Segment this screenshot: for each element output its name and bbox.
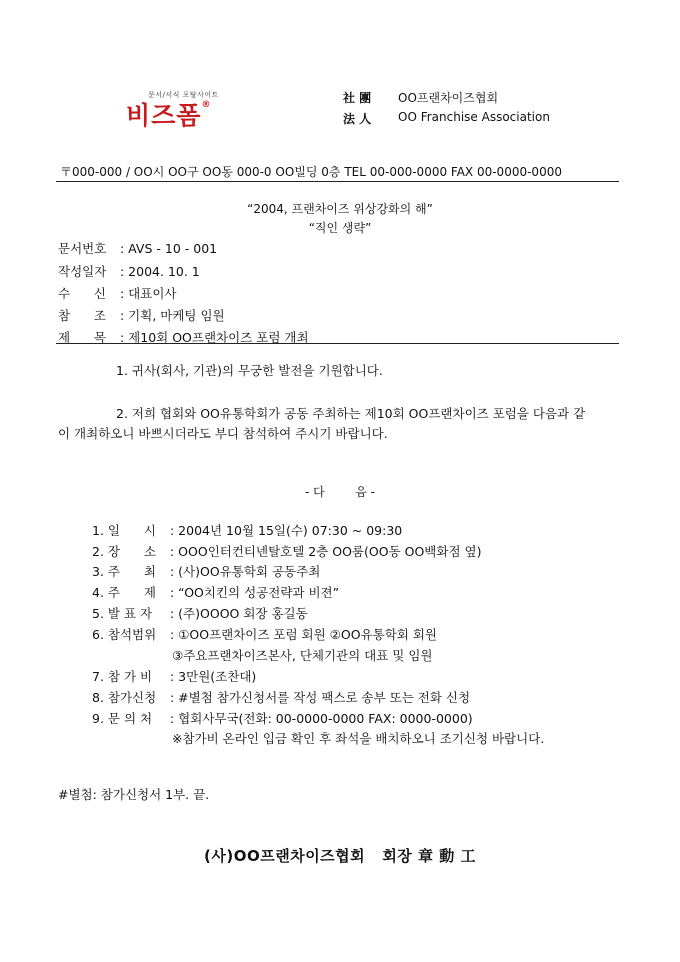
meta-value: : 제10회 OO프랜차이즈 포럼 개최 — [120, 330, 309, 345]
attachment-note: #별첨: 참가신청서 1부. 끝. — [58, 787, 210, 802]
list-item-cont — [172, 646, 433, 664]
logo-name: 비즈폼 — [126, 101, 202, 130]
item-value: : OOO인터컨티넨탈호텔 2층 OO룸(OO동 OO백화점 옆) — [170, 544, 482, 559]
meta-value: : 대표이사 — [120, 286, 177, 301]
item-value: : ①OO프랜차이즈 포럼 회원 ②OO유통학회 회원 — [170, 627, 437, 642]
item-label: 9. 문 의 처 — [92, 711, 153, 726]
meta-label: 수 신 — [58, 286, 106, 301]
meta-label: 참 조 — [58, 308, 106, 323]
item-value: : (주)OOOO 회장 홍길동 — [170, 606, 308, 621]
list-item — [92, 521, 402, 539]
registered-mark: ® — [201, 100, 212, 110]
meta-recipient — [58, 284, 177, 302]
item-label: 4. 주 제 — [92, 585, 156, 600]
meta-value: : 기획, 마케팅 임원 — [120, 308, 225, 323]
slogan: “2004, 프랜차이즈 위상강화의 해” — [247, 202, 433, 216]
meta-value: : 2004. 10. 1 — [120, 264, 200, 279]
address-line: 〒000-000 / OO시 OO구 OO동 000-0 OO빌딩 0층 TEL 00-000-0000 FAX 00-0000-0000 — [60, 165, 562, 179]
list-item — [92, 542, 481, 560]
meta-label: 제 목 — [58, 330, 106, 345]
corp-name: OO프랜차이즈협회 — [398, 91, 499, 105]
greeting-paragraph: 1. 귀사(회사, 기관)의 무궁한 발전을 기원합니다. — [116, 363, 383, 378]
signature: (사)OO프랜차이즈협회 회장 章 動 工 — [204, 847, 476, 865]
logo — [126, 96, 211, 132]
item-label: 8. 참가신청 — [92, 690, 157, 705]
item-value: : 협회사무국(전화: 00-0000-0000 FAX: 0000-0000) — [170, 711, 473, 726]
corp-name-english: OO Franchise Association — [398, 110, 550, 124]
meta-doc-number — [58, 239, 217, 257]
seal-omitted-note: “직인 생략” — [308, 221, 372, 235]
meta-divider — [56, 343, 619, 344]
item-value: ※참가비 온라인 입금 확인 후 좌석을 배치하오니 조기신청 바랍니다. — [172, 731, 545, 746]
list-item — [92, 688, 470, 706]
item-value: : 3만원(조찬대) — [170, 669, 257, 684]
meta-date — [58, 262, 200, 280]
meta-label: 문서번호 — [58, 241, 107, 256]
header-divider — [56, 181, 619, 182]
meta-label: 작성일자 — [58, 264, 107, 279]
item-label: 6. 참석범위 — [92, 627, 157, 642]
invitation-paragraph-cont: 이 개최하오니 바쁘시더라도 부디 참석하여 주시기 바랍니다. — [58, 426, 388, 441]
item-label: 7. 참 가 비 — [92, 669, 153, 684]
corp-label: 社 團 — [343, 91, 372, 105]
meta-reference — [58, 306, 225, 324]
details-heading: - 다 음 - — [305, 485, 375, 499]
item-value: : #별첨 참가신청서를 작성 팩스로 송부 또는 전화 신청 — [170, 690, 471, 705]
item-value: : “OO치킨의 성공전략과 비젼” — [170, 585, 340, 600]
meta-value: : AVS - 10 - 001 — [120, 241, 218, 256]
list-item — [92, 625, 437, 643]
item-value: : 2004년 10월 15일(수) 07:30 ~ 09:30 — [170, 523, 403, 538]
list-item-note — [172, 729, 544, 747]
item-value: : (사)OO유통학회 공동주최 — [170, 564, 321, 579]
item-label: 2. 장 소 — [92, 544, 156, 559]
list-item — [92, 667, 256, 685]
legal-label: 法 人 — [343, 112, 372, 126]
list-item — [92, 562, 320, 580]
logo-tagline: 문서/서식 포탈사이트 — [148, 91, 219, 99]
item-value: ③주요프랜차이즈본사, 단체기관의 대표 및 임원 — [172, 648, 433, 663]
list-item — [92, 604, 308, 622]
item-label: 3. 주 최 — [92, 564, 156, 579]
list-item — [92, 583, 339, 601]
item-label: 1. 일 시 — [92, 523, 156, 538]
list-item — [92, 709, 473, 727]
invitation-paragraph: 2. 저희 협회와 OO유통학회가 공동 주최하는 제10회 OO프랜차이즈 포럼을 다음과 같 — [116, 406, 586, 421]
item-label: 5. 발 표 자 — [92, 606, 153, 621]
